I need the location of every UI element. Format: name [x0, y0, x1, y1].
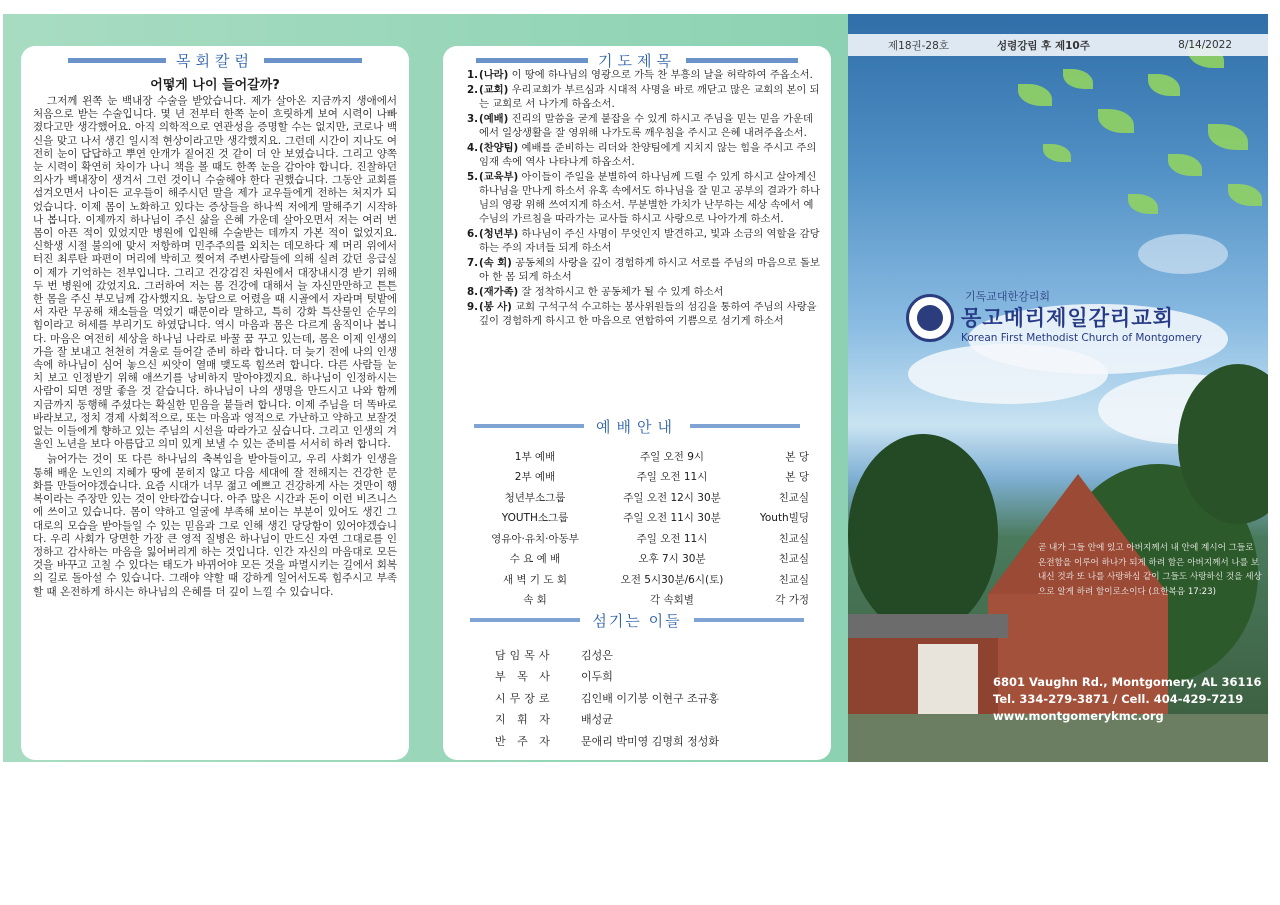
- prayer-tag: (청년부): [479, 228, 519, 240]
- prayer-tag: (교육부): [479, 171, 519, 183]
- worship-place: 친교실: [778, 553, 809, 566]
- prayer-number: 3.: [467, 113, 479, 125]
- worship-name: 속 회: [523, 594, 547, 607]
- tree-shape: [848, 434, 998, 634]
- column-panel: [21, 46, 409, 760]
- worship-name: 1부 예배: [514, 450, 556, 463]
- prayer-tag: (교회): [479, 84, 509, 96]
- worship-name: 영유아·유치·아동부: [491, 532, 579, 545]
- worship-time: 오후 7시 30분: [638, 553, 706, 566]
- column-paragraph: 늙어가는 것이 또 다른 하나님의 축복임을 받아들이고, 우리 사회가 인생을 통해 배운 노인의 지혜가 땅에 묻히지 않고 다음 세대에 잘 전해지는 건강한 문화를 만들어야겠습니다. 요즘 시대가 너무 젊고 예쁘고 건강하게 사는 것만이 행복이라는 주장만 있는 것이 안타깝습니다. 아주 많은 시간과 돈이 이런 비즈니스에 쓰이고 있습니다. 몸이 약하고 얼굴에 부족해 보이는 부분이 있어도 생긴 그대로의 모습을 받아들일 수 있는 믿음과 그로 인해 생긴 당당함이 있어야겠습니다. 우리 사회가 당면한 가장 큰 영적 질병은 하나님이 만드신 자연 그대로를 인정하고 감사하는 마음을 잃어버리게 하는 것입니다. 인간 자신의 마음대로 모든 것을 바꾸고 고칠 수 있다는 태도가 바뀌어야 모든 것을 파멸시키는 길에서 회복의 길로 돌아설 수 있습니다. 그래야 약할 때 강하게 일어서도록 힘주시고 부족할 때 온전하게 하시는 하나님의 은혜를 더 깊이 느낄 수 있습니다.: [33, 453, 397, 598]
- prayer-item: [467, 83, 821, 111]
- column-paragraph: 그저께 왼쪽 눈 백내장 수술을 받았습니다. 제가 살아온 지금까지 생애에서 처음으로 받는 수술입니다. 몇 년 전부터 한쪽 눈이 흐릿하게 보여 시력이 나빠졌다고만 생각했어요. 아직 의학적으로 연관성을 증명할 수는 없지만, 코로나 백신을 맞고 나서 생긴 일시적 현상이라고만 생각했지요. 그런데 시간이 지나도 여전히 눈이 답답하고 뿌연 안개가 짙어진 것 같이 더 안 보였습니다. 그리고 양쪽 눈 시력이 확연히 차이가 나니 책을 볼 때도 한쪽 눈을 감아야 합니다. 진찰하던 의사가 백내장이 생겨서 그런 것이니 수술해야 한다 권했습니다. 그동안 교회를 섬겨오면서 나이든 교우들이 해주시던 말을 제가 교우들에게 전하는 처지가 되었습니다. 이제 몸이 노화하고 있다는 증상들을 하나씩 저에게 말해주기 시작하나 봅니다. 이제까지 하나님이 주신 삶을 은혜 가운데 살아오면서 저는 여러 번 몸이 아픈 적이 있었지만 병원에 입원해 수술받는 데까지 가본 적이 없었지요. 신학생 시절 불의에 맞서 저항하며 민주주의를 외치는 데모하다 제 머리 위에서 터진 최루탄 파편이 머리에 박히고 찢어져 주변사람들에 의해 실려 갔던 응급실이 제가 기억하는 전부입니다. 그리고 건강검진 차원에서 대장내시경 받기 위해 두 번 병원에 갔었지요. 그러하여 저는 몸 건강에 대해서 늘 자신만만하고 튼튼한 몸을 주신 부모님께 감사했지요. 농담으로 어렸을 때 시골에서 자라며 텃밭에서 자란 무공해 채소들을 먹었기 때문이라 말하고, 특히 강화 특산물인 순무의 힘이라고 허세를 부리기도 하였답니다. 역시 마음과 몸은 다르게 움직이나 봅니다. 마음은 여전히 세상을 하나님 나라로 바꿀 꿈 꾸고 있는데, 몸은 이제 인생의 가을 잘 보내고 천천히 겨울로 들어갈 준비 하라 합니다. 더 늦기 전에 나의 인생 속에 하나님이 심어 놓으신 씨앗이 열매 맺도록 힘쓰려 합니다. 다른 사람들 눈치 보고 인정받기 위해 애쓰기를 낭비하지 말아야겠지요. 하나님이 인정하시는 사람이 되면 정말 좋을 것 같습니다. 하나님이 나의 생명을 만드시고 나와 함께 지금까지 동행해 주셨다는 확실한 믿음을 붙들려 합니다. 이제 주님을 더 똑바로 바라보고, 정치 경제 사회적으로, 또는 마음과 영적으로 가난하고 약하고 보잘것없는 이들에게 향하고 있는 주님의 시선을 따라가고 싶습니다. 그리고 인생의 겨울인 노년을 보다 아름답고 의미 있게 보낼 수 있는 준비를 서서히 하려 합니다.: [33, 95, 397, 451]
- leaf-shape: [1128, 194, 1158, 214]
- prayer-number: 8.: [467, 286, 479, 298]
- leaf-shape: [1098, 109, 1134, 133]
- staff-row: [495, 730, 821, 752]
- worship-place: 본 당: [785, 471, 809, 484]
- contact-block: [993, 674, 1262, 725]
- cloud-shape: [908, 344, 1108, 404]
- worship-place: 친교실: [778, 491, 809, 504]
- volume-number: 제18권-28호: [888, 39, 949, 52]
- prayer-body: 공동체의 사랑을 깊이 경험하게 하시고 서로를 주님의 마음으로 돌보아 한 몸 되게 하소서: [479, 257, 820, 283]
- worship-time: 각 속회별: [650, 594, 694, 607]
- church-entrance: [918, 644, 978, 724]
- prayer-tag: (찬양팀): [479, 142, 519, 154]
- column-header-title: 목회칼럼: [176, 51, 254, 70]
- header-bar-right: [686, 58, 798, 63]
- worship-place: 본 당: [785, 450, 809, 463]
- prayer-number: 7.: [467, 257, 479, 269]
- staff-names: 김성은: [581, 648, 613, 662]
- cloud-shape: [1138, 234, 1228, 274]
- info-panel: [443, 46, 831, 760]
- worship-time: 주일 오전 11시 30분: [623, 512, 721, 525]
- worship-time: 주일 오전 11시: [636, 532, 708, 545]
- prayer-text: [479, 300, 821, 328]
- staff-names: 이두희: [581, 670, 613, 684]
- leaf-shape: [1208, 124, 1248, 150]
- church-roof: [848, 614, 1008, 638]
- worship-row: [469, 508, 813, 529]
- prayer-text: [479, 112, 821, 140]
- prayer-tag: (속 회): [479, 257, 512, 269]
- prayer-number: 6.: [467, 228, 479, 240]
- leaf-shape: [1168, 154, 1202, 176]
- worship-row: [469, 467, 813, 488]
- prayer-text: [479, 227, 821, 255]
- prayer-item: [467, 68, 821, 82]
- leaf-shape: [1063, 69, 1093, 89]
- prayer-list: [467, 68, 821, 329]
- staff-role: 부 목 사: [495, 670, 554, 684]
- prayer-item: [467, 256, 821, 284]
- bible-verse: 곧 내가 그들 안에 있고 아버지께서 내 안에 계시어 그들로 온전함을 이루어 하나가 되게 하려 함은 아버지께서 나를 보내신 것과 또 나를 사랑하심 같이 그들도 사랑하신 것을 세상으로 알게 하려 함이로소이다 (요한복음 17:23): [1038, 543, 1262, 597]
- prayer-item: [467, 300, 821, 328]
- staff-role: 시무장로: [495, 691, 554, 705]
- staff-role: 담임목사: [495, 648, 554, 662]
- worship-header-title: 예배안내: [596, 417, 678, 436]
- leaf-shape: [1148, 74, 1180, 96]
- staff-names: 배성균: [581, 713, 613, 727]
- liturgical-week: 성령강림 후 제10주: [996, 39, 1090, 52]
- worship-place: 친교실: [778, 532, 809, 545]
- phone: Tel. 334-279-3871 / Cell. 404-429-7219: [993, 692, 1244, 706]
- prayer-text: [479, 170, 821, 226]
- prayer-text: [479, 141, 821, 169]
- worship-name: 새 벽 기 도 회: [502, 573, 568, 586]
- prayer-number: 5.: [467, 171, 479, 183]
- prayer-item: [467, 285, 821, 299]
- staff-role: 반 주 자: [495, 734, 554, 748]
- prayer-item: [467, 112, 821, 140]
- address: 6801 Vaughn Rd., Montgomery, AL 36116: [993, 675, 1262, 689]
- header-bar-left: [470, 618, 580, 622]
- prayer-number: 9.: [467, 301, 479, 313]
- worship-row: [469, 528, 813, 549]
- staff-names: 김인배 이기봉 이현구 조규홍: [581, 691, 720, 705]
- worship-row: [469, 446, 813, 467]
- prayer-text: [479, 83, 821, 111]
- worship-name: YOUTH소그룹: [501, 512, 569, 525]
- worship-row: [469, 549, 813, 570]
- prayer-tag: (재가족): [479, 286, 519, 298]
- prayer-item: [467, 227, 821, 255]
- prayer-body: 이 땅에 하나님의 영광으로 가득 찬 부흥의 날을 허락하여 주옵소서.: [511, 69, 813, 81]
- church-name-english: Korean First Methodist Church of Montgomery: [961, 332, 1202, 344]
- prayer-body: 하나님이 주신 사명이 무엇인지 발견하고, 빛과 소금의 역할을 감당하는 주의 자녀들 되게 하소서: [479, 228, 820, 254]
- worship-time: 주일 오전 11시: [636, 471, 708, 484]
- prayer-header-title: 기도제목: [598, 51, 676, 70]
- staff-header: [443, 610, 831, 630]
- column-header: [21, 50, 409, 70]
- worship-header: [443, 416, 831, 436]
- worship-name: 2부 예배: [514, 471, 556, 484]
- website-link[interactable]: www.montgomerykmc.org: [993, 709, 1164, 723]
- worship-row: [469, 590, 813, 611]
- prayer-number: 1.: [467, 69, 479, 81]
- prayer-tag: (예배): [479, 113, 509, 125]
- prayer-body: 잘 정착하시고 한 공동체가 될 수 있게 하소서: [521, 286, 724, 298]
- cover-panel: [848, 14, 1268, 762]
- staff-row: [495, 644, 821, 666]
- leaf-shape: [1043, 144, 1071, 162]
- staff-row: [495, 687, 821, 709]
- column-body: [33, 95, 397, 599]
- prayer-body: 진리의 말씀을 굳게 붙잡을 수 있게 하시고 주님을 믿는 믿음 가운데에서 일상생활을 잘 영위해 나가도록 깨우침을 주시고 은혜 내려주옵소서.: [479, 113, 813, 139]
- prayer-number: 4.: [467, 142, 479, 154]
- worship-name: 수 요 예 배: [509, 553, 561, 566]
- header-bar-right: [264, 58, 362, 63]
- staff-row: [495, 666, 821, 688]
- denomination: 기독교대한감리회: [965, 290, 1051, 303]
- prayer-text: [479, 68, 821, 82]
- prayer-text: [479, 285, 821, 299]
- prayer-text: [479, 256, 821, 284]
- worship-row: [469, 569, 813, 590]
- prayer-tag: (나라): [479, 69, 509, 81]
- cover-topbar: [848, 34, 1268, 56]
- prayer-number: 2.: [467, 84, 479, 96]
- header-bar-left: [68, 58, 166, 63]
- header-bar-left: [474, 424, 584, 428]
- worship-name: 청년부소그룹: [504, 491, 566, 504]
- prayer-body: 우리교회가 부르심과 시대적 사명을 바로 깨닫고 많은 교회의 본이 되는 교회로 서 나가게 하옵소서.: [479, 84, 820, 110]
- header-bar-right: [690, 424, 800, 428]
- prayer-item: [467, 141, 821, 169]
- staff-row: [495, 709, 821, 731]
- prayer-body: 예배를 준비하는 리더와 찬양팀에게 지치지 않는 힘을 주시고 주의 임재 속에 역사 나타나게 하옵소서.: [479, 142, 817, 168]
- header-bar-left: [476, 58, 588, 63]
- worship-row: [469, 487, 813, 508]
- prayer-header: [443, 50, 831, 70]
- worship-time: 주일 오전 12시 30분: [623, 491, 721, 504]
- header-bar-right: [694, 618, 804, 622]
- staff-names: 문애리 박미영 김명희 정성화: [581, 734, 720, 748]
- worship-table: [469, 446, 813, 610]
- worship-place: Youth빌딩: [759, 512, 809, 525]
- staff-header-title: 섬기는 이들: [592, 611, 682, 630]
- worship-time: 주일 오전 9시: [639, 450, 705, 463]
- column-title: 어떻게 나이 들어갈까?: [150, 78, 280, 93]
- worship-time: 오전 5시30분/6시(토): [620, 573, 724, 586]
- staff-role: 지 휘 자: [495, 713, 554, 727]
- prayer-item: [467, 170, 821, 226]
- prayer-body: 교회 구석구석 수고하는 봉사위원들의 섬김을 통하여 주님의 사랑을 깊이 경험하게 하시고 한 마음으로 연합하여 기쁨으로 섬기게 하소서: [479, 301, 817, 327]
- staff-table: [495, 644, 821, 752]
- prayer-body: 아이들이 주일을 분별하여 하나님께 드릴 수 있게 하시고 살아계신 하나님을 만나게 하소서 유혹 속에서도 하나님을 잘 믿고 공부의 결과가 하나님의 영광 위해 쓰여지게 하소서. 무분별한 가치가 난무하는 세상 속에서 예수님의 가르침을 따라가는 교사들 하시고 사랑으로 나아가게 하소서.: [479, 171, 821, 225]
- prayer-tag: (봉 사): [479, 301, 512, 313]
- church-logo-icon: [906, 294, 954, 342]
- worship-place: 친교실: [778, 573, 809, 586]
- leaf-shape: [1018, 84, 1052, 106]
- leaf-shape: [1228, 184, 1262, 206]
- worship-place: 각 가정: [775, 594, 809, 607]
- church-name: 몽고메리제일감리교회: [961, 306, 1174, 330]
- bulletin-date: 8/14/2022: [1178, 39, 1232, 51]
